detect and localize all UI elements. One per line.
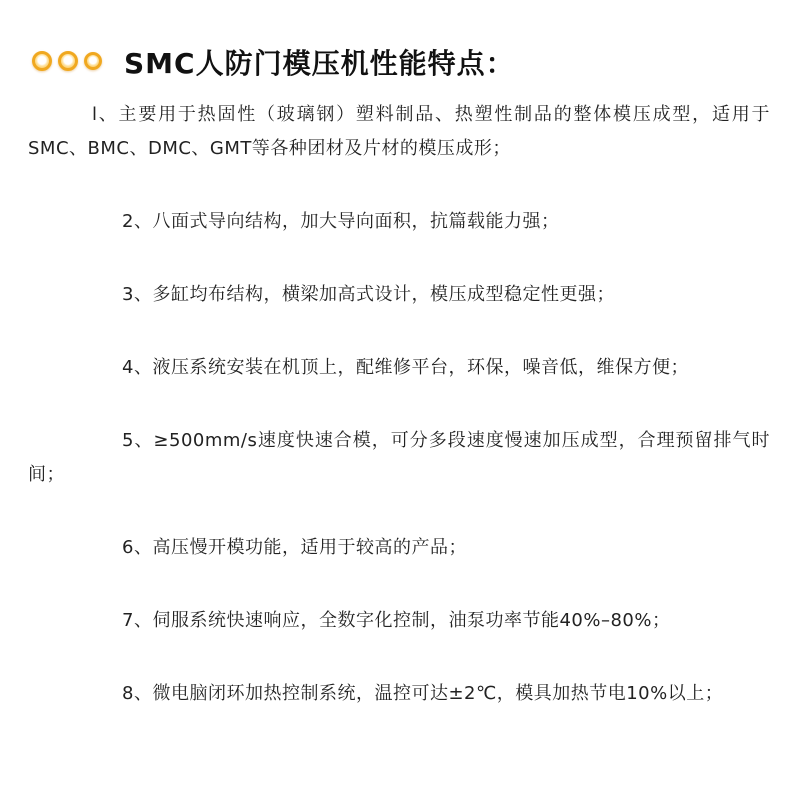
feature-item-8: 8、微电脑闭环加热控制系统，温控可达±2℃，模具加热节电10%以上；	[122, 683, 724, 704]
feature-item-6: 6、高压慢开模功能，适用于较高的产品；	[122, 537, 467, 558]
feature-item-3: 3、多缸均布结构，横梁加高式设计，模压成型稳定性更强；	[122, 284, 615, 305]
page-title: SMC人防门模压机性能特点：	[124, 47, 515, 80]
feature-item-1: l、主要用于热固性（玻璃钢）塑料制品、热塑性制品的整体模压成型，适用于SMC、BMC、DMC、GMT等各种团材及片材的模压成形；	[28, 104, 770, 159]
feature-item-5: 5、≥500mm/s速度快速合模，可分多段速度慢速加压成型，合理预留排气时间；	[28, 430, 770, 485]
ring-icon-1	[32, 51, 52, 71]
feature-item-2: 2、八面式导向结构，加大导向面积，抗篇载能力强；	[122, 211, 560, 232]
feature-list	[28, 98, 770, 750]
feature-item-4: 4、液压系统安装在机顶上，配维修平台，环保，噪音低，维保方便；	[122, 357, 689, 378]
ring-icon-3	[84, 52, 102, 70]
page-header	[0, 0, 790, 100]
decorative-orange-rings-icon	[32, 51, 112, 73]
feature-item-7: 7、伺服系统快速响应，全数字化控制，油泵功率节能40%–80%；	[122, 610, 671, 631]
ring-icon-2	[58, 51, 78, 71]
